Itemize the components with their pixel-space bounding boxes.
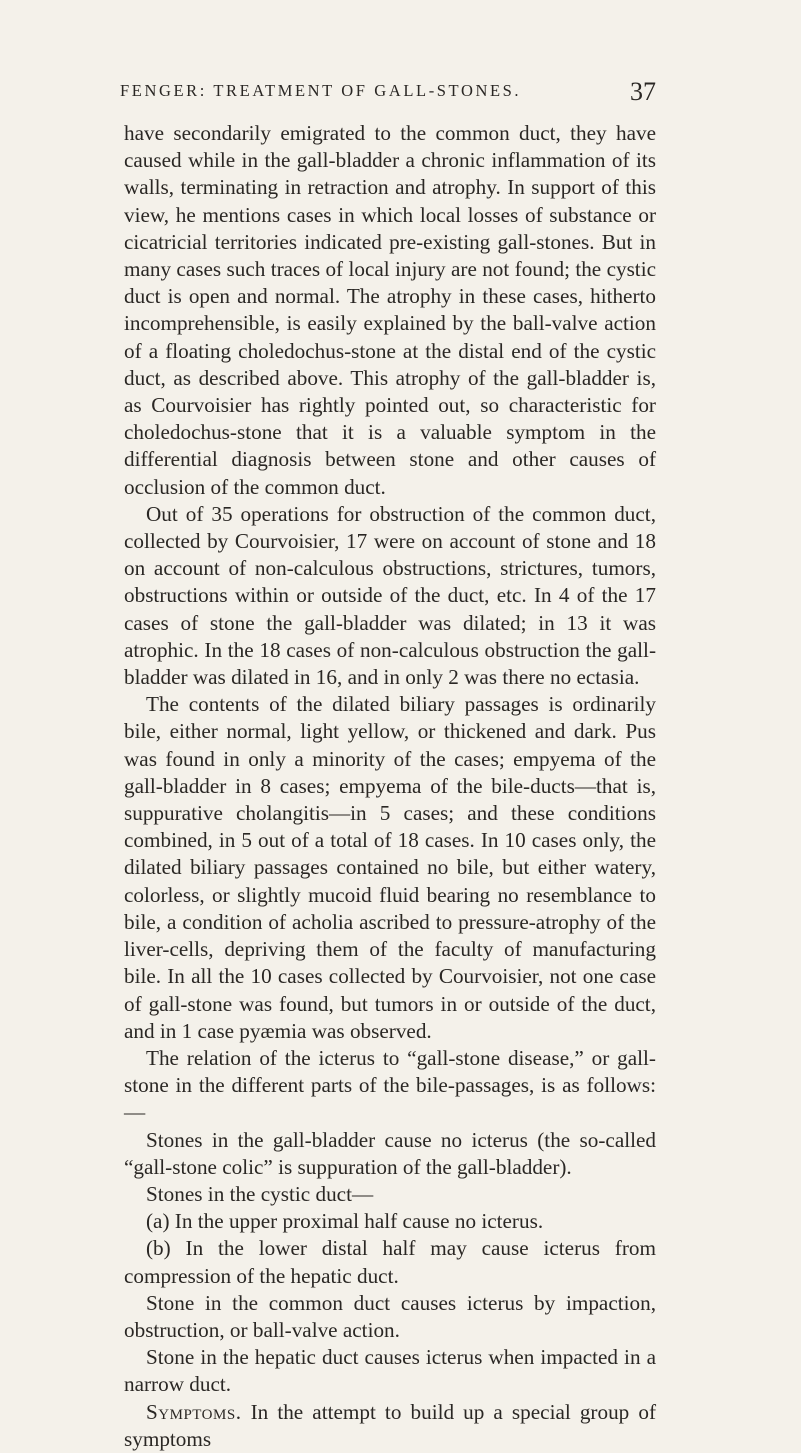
list-item-b: (b) In the lower distal half may cause icterus from compression of the hepatic duct.	[124, 1236, 656, 1288]
page-header	[118, 79, 656, 109]
paragraph-contents: The contents of the dilated biliary passages is ordinarily bile, either normal, light yellow, or thickened and dark. Pus was found in only a minority of the cases; empyema of the gall-bladder in 8 cases; empyema of the bile-ducts—that is, suppurative cholangitis—in 5 cases; and these conditions combined, in 5 out of a total of 18 cases. In 10 cases only, the dilated biliary passages contained no bile, but either watery, colorless, or slightly mucoid fluid bearing no resemblance to bile, a condition of acholia ascribed to pressure-atrophy of the liver-cells, depriving them of the faculty of manufacturing bile. In all the 10 cases collected by Courvoisier, not one case of gall-stone was found, but tumors in or outside of the duct, and in 1 case pyæmia was observed.	[124, 692, 656, 1043]
running-head: FENGER: TREATMENT OF GALL-STONES.	[120, 81, 522, 100]
paragraph-common-duct: Stone in the common duct causes icterus by impaction, obstruction, or ball-valve action.	[124, 1290, 656, 1342]
paragraph-symptoms	[124, 1399, 656, 1453]
list-item-a: (a) In the upper proximal half cause no icterus.	[146, 1209, 544, 1234]
page-number: 37	[630, 77, 656, 106]
paragraph-operations: Out of 35 operations for obstruction of the common duct, collected by Courvoisier, 17 were on account of stone and 18 on account of non-calculous obstructions, strictures, tumors, obstructions within or outside of the duct, etc. In 4 of the 17 cases of stone the gall-bladder was dilated; in 13 it was atrophic. In the 18 cases of non-calculous obstruction the gall-bladder was dilated in 16, and in only 2 was there no ectasia.	[124, 501, 656, 690]
body-text	[124, 120, 656, 1453]
symptoms-heading: Symptoms.	[146, 1399, 242, 1424]
paragraph-icterus-relation: The relation of the icterus to “gall-stone disease,” or gall-stone in the different parts of the bile-passages, is as follows:—	[124, 1045, 656, 1125]
paragraph-hepatic-duct: Stone in the hepatic duct causes icterus when impacted in a narrow duct.	[124, 1345, 656, 1397]
symptoms-text: In the attempt to build up a special group of symptoms	[124, 1399, 657, 1451]
paragraph-gall-bladder-stones: Stones in the gall-bladder cause no icterus (the so-called “gall-stone colic” is suppuration of the gall-bladder).	[124, 1127, 656, 1179]
paragraph-cystic-duct: Stones in the cystic duct—	[146, 1181, 374, 1206]
paragraph-continuation: have secondarily emigrated to the common duct, they have caused while in the gall-bladder a chronic inflammation of its walls, terminating in retraction and atrophy. In support of this view, he mentions cases in which local losses of substance or cicatricial territories indicated pre-existing gall-stones. But in many cases such traces of local injury are not found; the cystic duct is open and normal. The atrophy in these cases, hitherto incomprehensible, is easily explained by the ball-valve action of a floating choledochus-stone at the distal end of the cystic duct, as described above. This atrophy of the gall-bladder is, as Courvoisier has rightly pointed out, so characteristic for choledochus-stone that it is a valuable symptom in the differential diagnosis between stone and other causes of occlusion of the common duct.	[124, 121, 656, 499]
